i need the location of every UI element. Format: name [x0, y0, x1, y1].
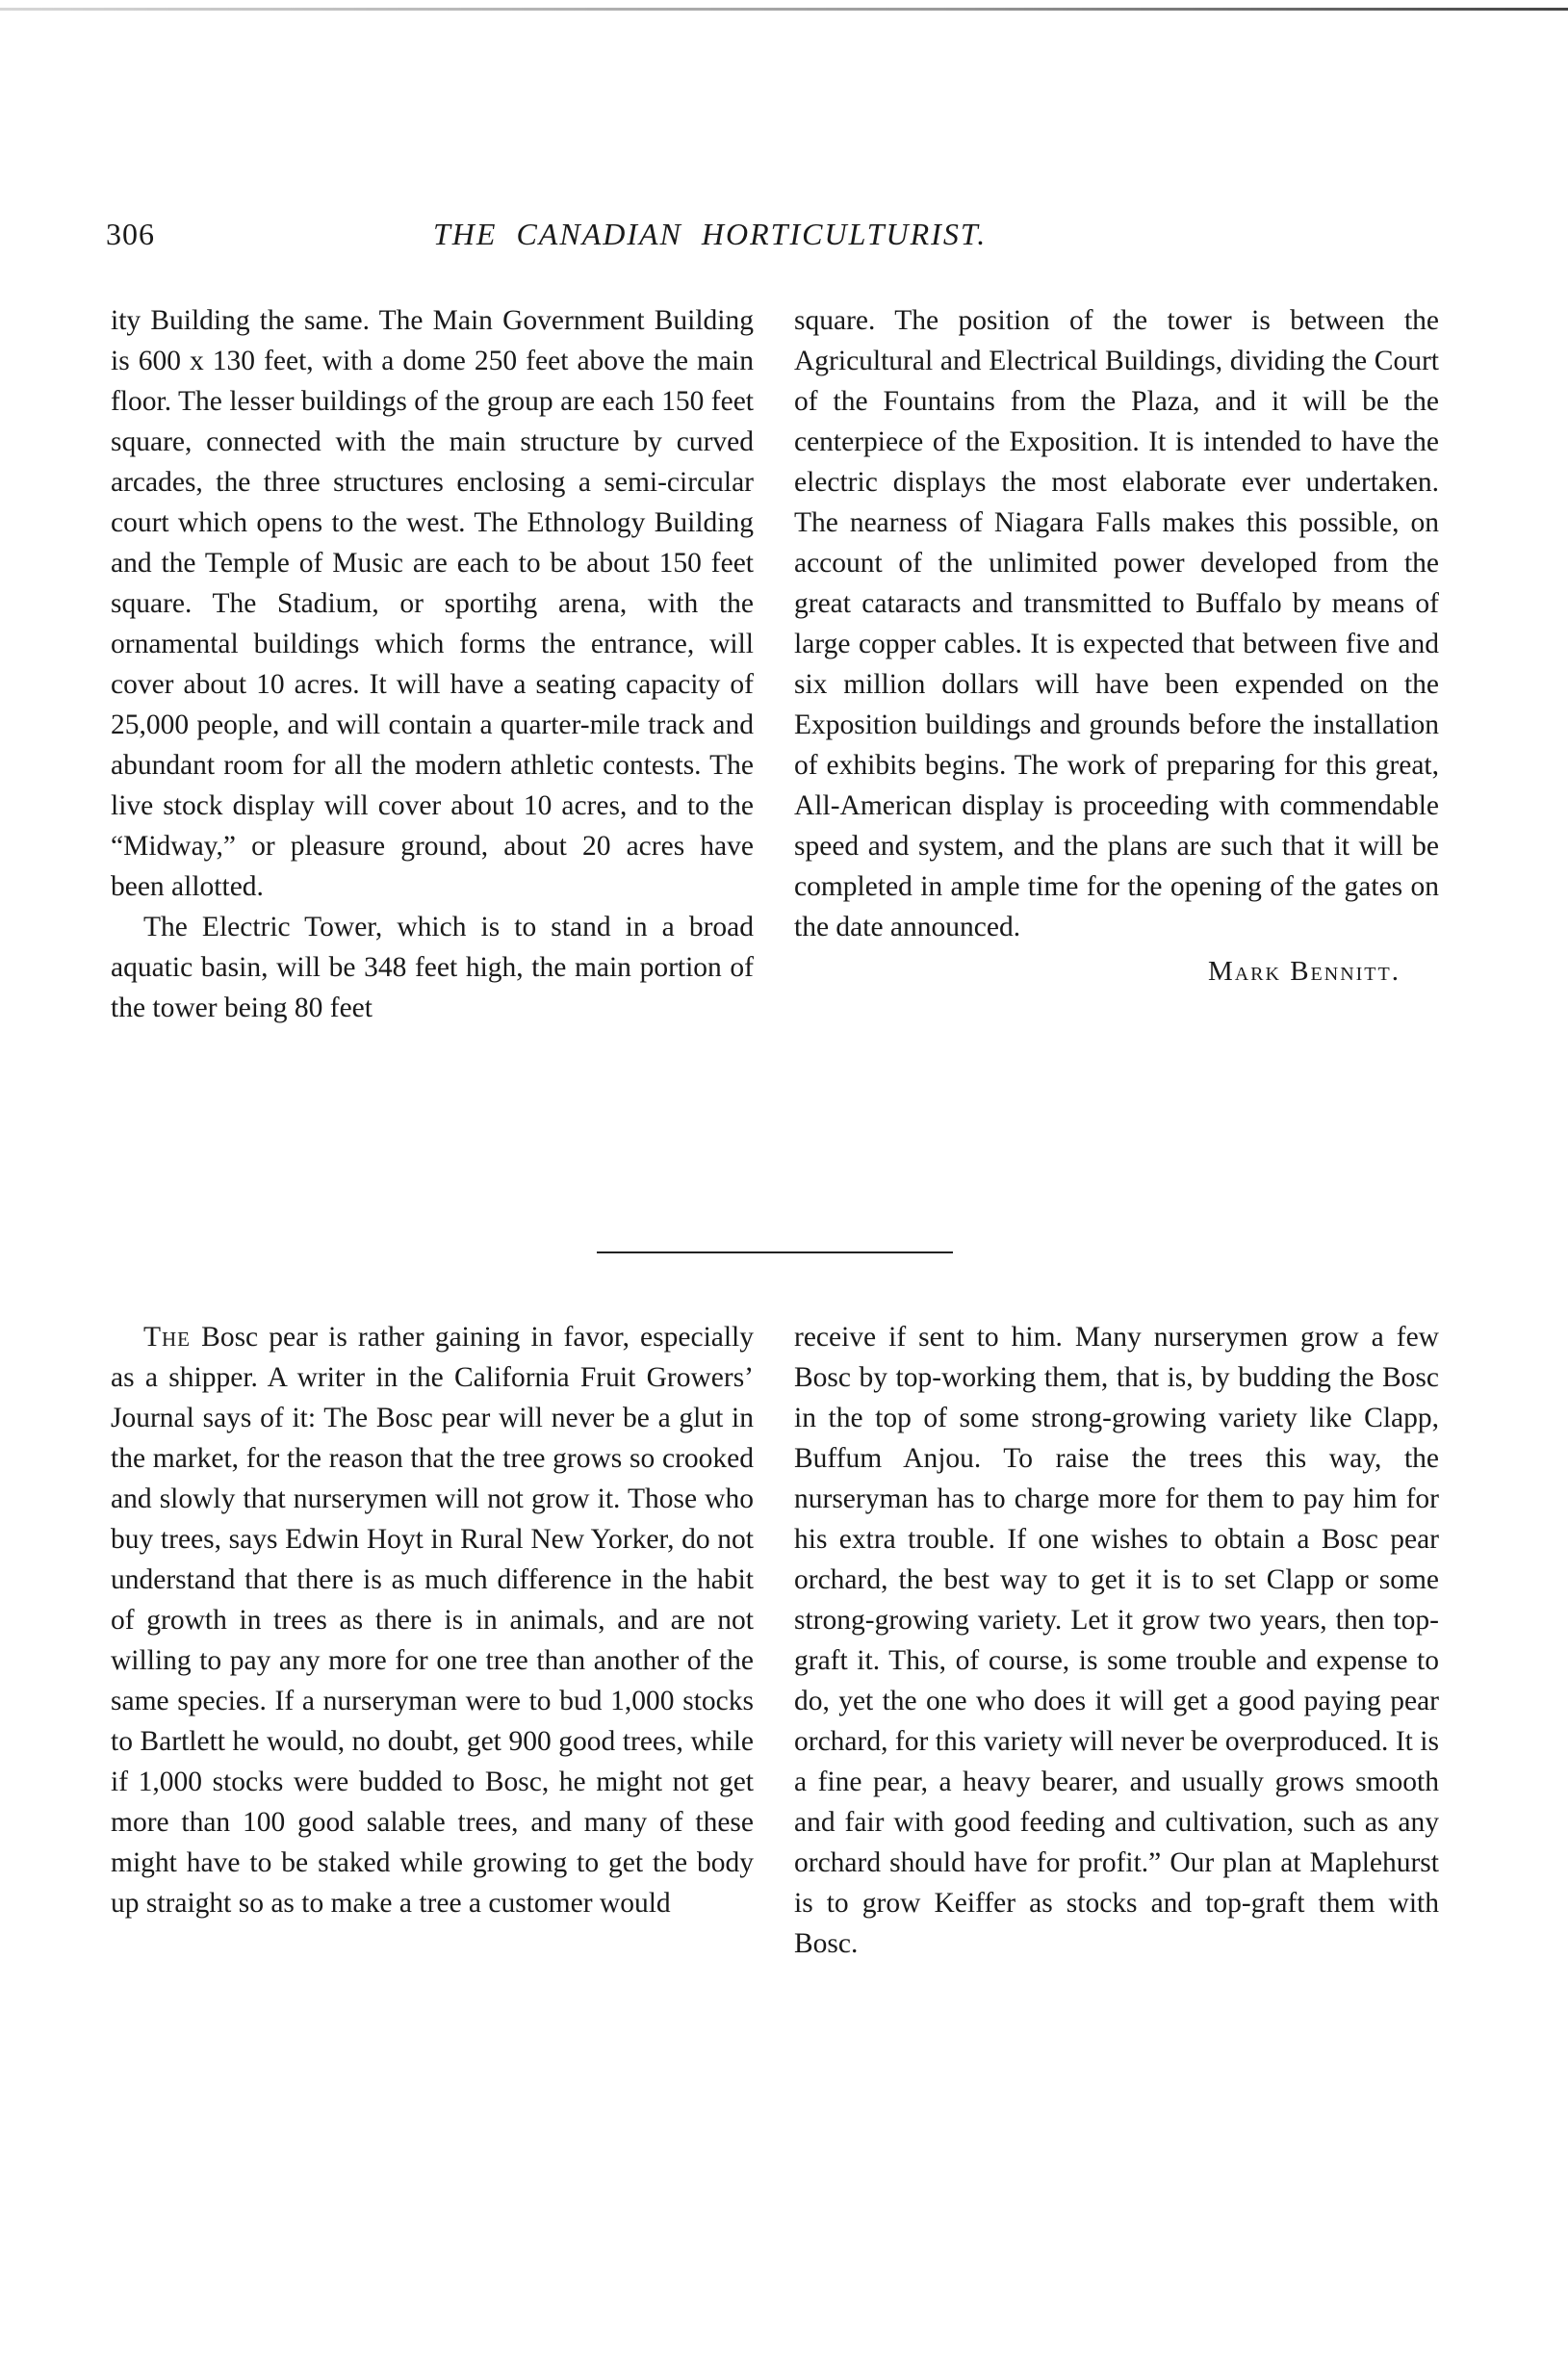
paragraph-tower-continued: square. The position of the tower is between the Agricultural and Electrical Buildings, dividing the Court of the Fountains from the Plaza, and it will be the centerpiece of the Exposition. It is intended to have the electric displays the most elaborate ever undertaken. The nearness of Niagara Falls makes this possible, on account of the unlimited power developed from the great cataracts and transmitted to Buffalo by means of large copper cables. It is expected that between five and six million dollars will have been expended on the Exposition buildings and grounds before the installation of exhibits begins. The work of preparing for this great, All-American display is proceeding with commendable speed and system, and the plans are such that it will be completed in ample time for the opening of the gates on the date announced.	[794, 305, 1439, 942]
author-signature: Mark Bennitt.	[1207, 956, 1401, 987]
running-head	[106, 217, 1453, 265]
electric-tower-article-left-column	[111, 300, 754, 1028]
journal-title: THE CANADIAN HORTICULTURIST.	[433, 217, 988, 251]
bosc-pear-article-left-column	[111, 1317, 754, 1923]
section-separator-rule	[597, 1251, 953, 1253]
bosc-pear-article-right-column	[794, 1317, 1439, 1964]
paragraph-bosc-pear-continued: receive if sent to him. Many nurserymen grow a few Bosc by top-working them, that is, by budding the Bosc in the top of some strong-growing variety like Clapp, Buffum Anjou. To raise the trees this way, the nurseryman has to charge more for them to pay him for his extra trouble. If one wishes to obtain a Bosc pear orchard, the best way to get it is to set Clapp or some strong-growing variety. Let it grow two years, then top-graft it. This, of course, is some trouble and expense to do, yet the one who does it will get a good paying pear orchard, for this variety will never be overproduced. It is a fine pear, a heavy bearer, and usually grows smooth and fair with good feeding and cultivation, such as any orchard should have for profit.” Our plan at Maplehurst is to grow Keiffer as stocks and top-graft them with Bosc.	[794, 1322, 1439, 1959]
top-page-rule	[0, 8, 1568, 11]
page-number: 306	[106, 217, 155, 251]
paragraph-bosc-pear-intro	[111, 1317, 754, 1923]
paragraph-electric-tower: The Electric Tower, which is to stand in a broad aquatic basin, will be 348 feet high, the main portion of the tower being 80 feet	[111, 912, 754, 1023]
electric-tower-article-right-column	[794, 300, 1439, 992]
lead-word: The	[143, 1322, 192, 1353]
bosc-pear-left-text: Bosc pear is rather gaining in favor, especially as a shipper. A writer in the California Fruit Growers’ Journal says of it: The Bosc pear will never be a glut in the market, for the reason that the tree grows so crooked and slowly that nurserymen will not grow it. Those who buy trees, says Edwin Hoyt in Rural New Yorker, do not understand that there is as much difference in the habit of growth in trees as there is in animals, and are not willing to pay any more for one tree than another of the same species. If a nurseryman were to bud 1,000 stocks to Bartlett he would, no doubt, get 900 good trees, while if 1,000 stocks were budded to Bosc, he might not get more than 100 good salable trees, and many of these might have to be staked while growing to get the body up straight so as to make a tree a customer would	[111, 1322, 755, 1919]
paragraph-buildings: ity Building the same. The Main Government Building is 600 x 130 feet, with a dome 250 feet above the main floor. The lesser buildings of the group are each 150 feet square, connected with the main structure by curved arcades, the three structures enclosing a semi-circular court which opens to the west. The Ethnology Building and the Temple of Music are each to be about 150 feet square. The Stadium, or sportihg arena, with the ornamental buildings which forms the entrance, will cover about 10 acres. It will have a seating capacity of 25,000 people, and will contain a quarter-mile track and abundant room for all the modern athletic contests. The live stock display will cover about 10 acres, and to the “Midway,” or pleasure ground, about 20 acres have been allotted.	[111, 305, 754, 902]
